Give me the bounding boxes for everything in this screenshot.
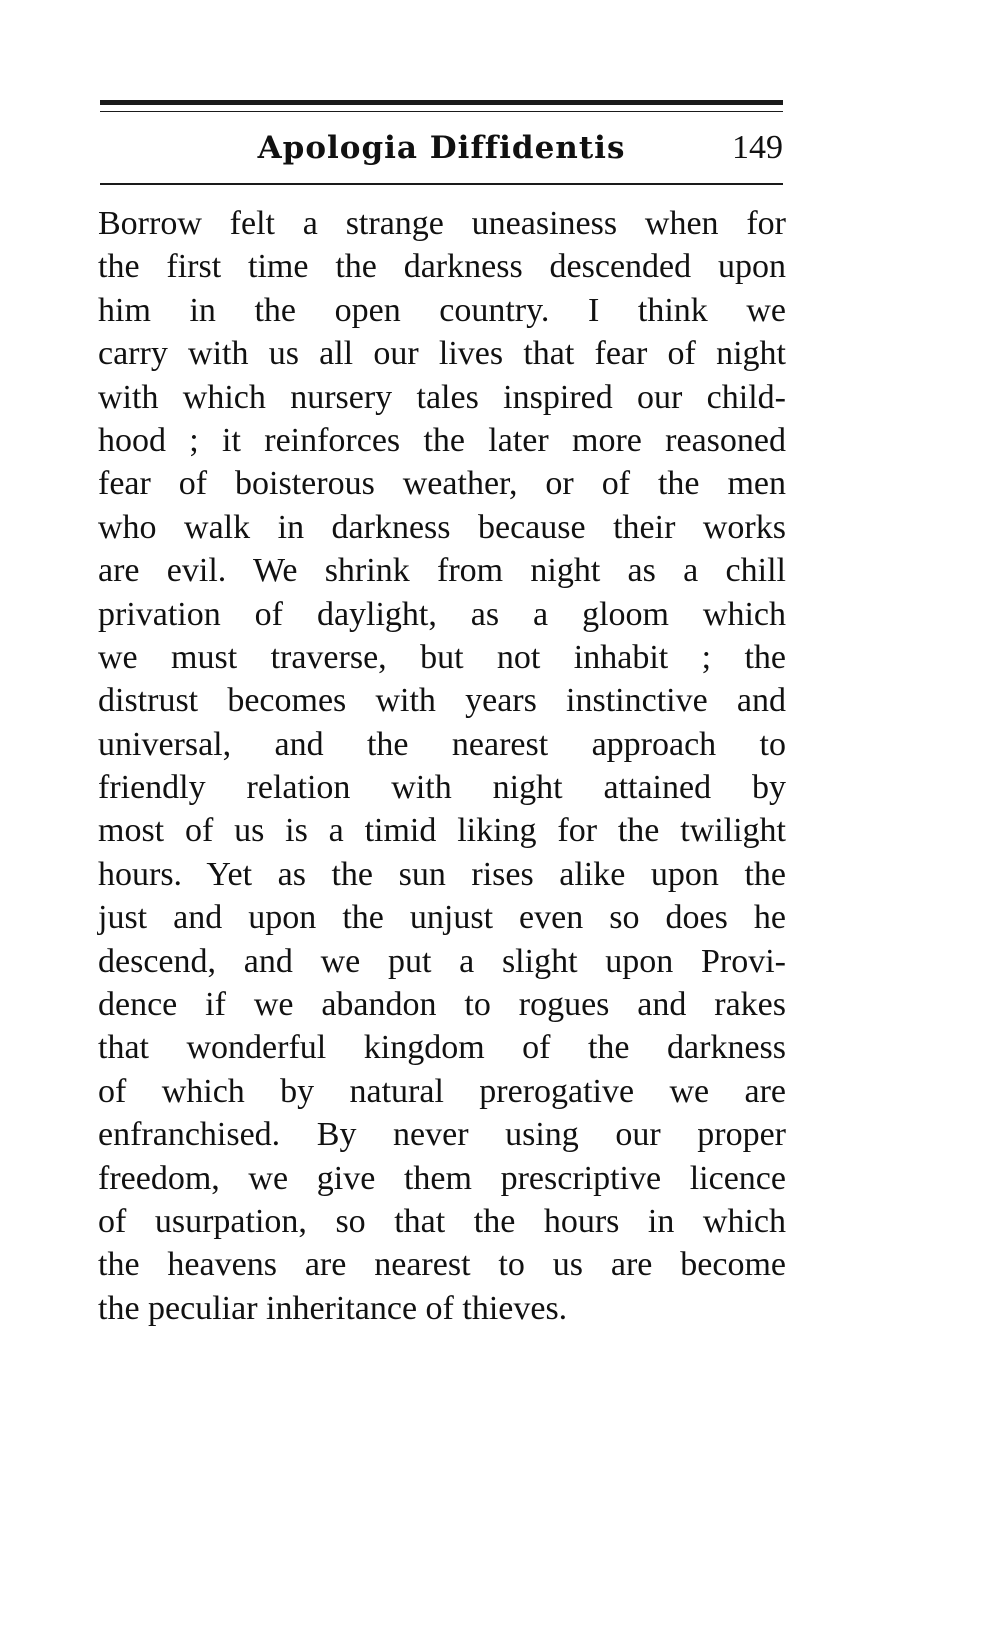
text-line: of which by natural prerogative we are xyxy=(98,1072,786,1110)
text-line: of usurpation, so that the hours in which xyxy=(98,1202,786,1240)
text-line-last: the peculiar inheritance of thieves. xyxy=(98,1289,568,1327)
text-line: we must traverse, but not inhabit ; the xyxy=(98,638,786,676)
text-line: carry with us all our lives that fear of night xyxy=(98,335,786,373)
text-line: the heavens are nearest to us are become xyxy=(98,1246,786,1284)
running-head xyxy=(100,122,783,174)
page-number: 149 xyxy=(732,129,783,166)
text-line: distrust becomes with years instinctive and xyxy=(98,682,786,720)
text-line: Borrow felt a strange uneasiness when for xyxy=(98,205,786,242)
text-line: that wonderful kingdom of the darkness xyxy=(98,1029,786,1067)
text-line: him in the open country. I think we xyxy=(98,291,786,329)
text-line: privation of daylight, as a gloom which xyxy=(98,595,786,633)
header-underline-rule xyxy=(100,183,783,185)
text-line: fear of boisterous weather, or of the men xyxy=(98,465,786,503)
text-line: dence if we abandon to rogues and rakes xyxy=(98,986,786,1024)
header-rule-thin xyxy=(100,111,783,112)
text-line: with which nursery tales inspired our child- xyxy=(98,378,786,416)
header-rule-thick xyxy=(100,100,783,105)
body-paragraph xyxy=(98,202,786,1330)
text-line: friendly relation with night attained by xyxy=(98,769,786,807)
text-line: hours. Yet as the sun rises alike upon the xyxy=(98,855,786,893)
text-line: hood ; it reinforces the later more reasoned xyxy=(98,421,786,459)
text-line: descend, and we put a slight upon Provi- xyxy=(98,942,786,980)
text-line: are evil. We shrink from night as a chill xyxy=(98,552,786,590)
running-title: Apologia Diffidentis xyxy=(257,130,626,166)
text-line: freedom, we give them prescriptive licence xyxy=(98,1159,786,1197)
text-line: universal, and the nearest approach to xyxy=(98,725,786,763)
text-line: enfranchised. By never using our proper xyxy=(98,1116,786,1154)
text-line: just and upon the unjust even so does he xyxy=(98,899,786,937)
text-line: most of us is a timid liking for the twilight xyxy=(98,812,786,850)
text-line: the first time the darkness descended upon xyxy=(98,248,786,286)
text-line: who walk in darkness because their works xyxy=(98,508,786,546)
